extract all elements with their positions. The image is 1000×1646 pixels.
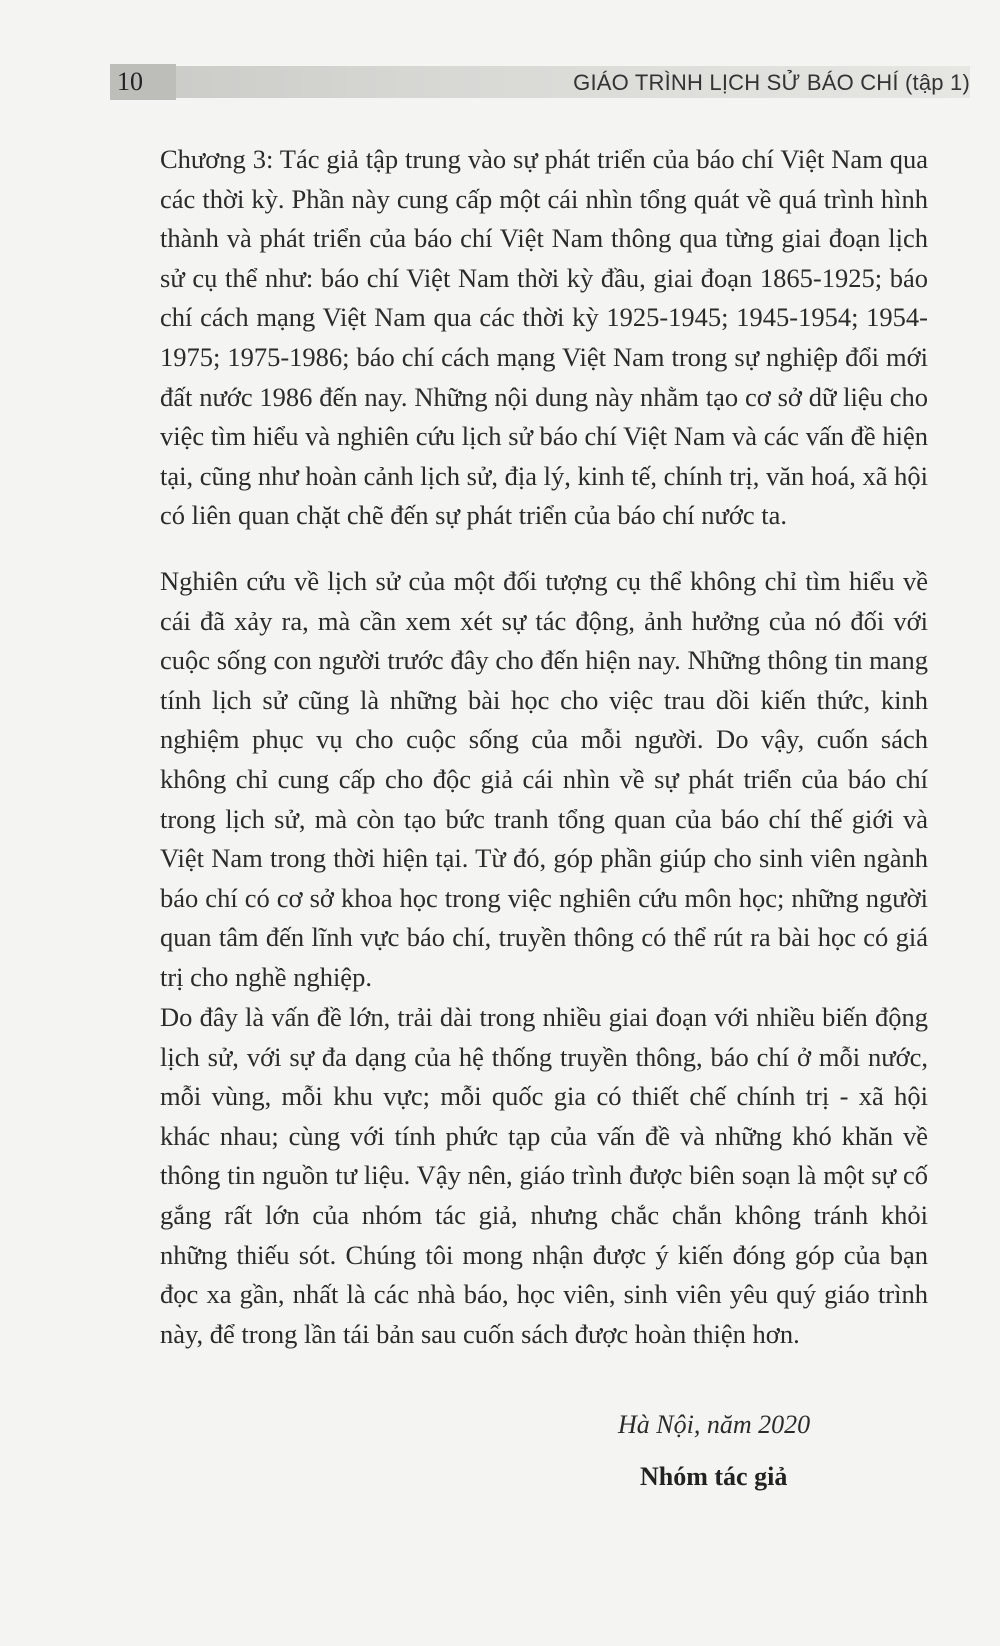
paragraph-2-text: Nghiên cứu về lịch sử của một đối tượng cụ thể không chỉ tìm hiểu về cái đã xảy ra, mà cần xem xét sự tác động, ảnh hưởng của nó đối với cuộc sống con người trước đây cho đến hiện nay. Những thông tin mang tính lịch sử cũng là những bài học cho việc trau dồi kiến thức, kinh nghiệm phục vụ cho cuộc sống của mỗi người. Do vậy, cuốn sách không chỉ cung cấp cho độc giả cái nhìn về sự phát triển của báo chí trong lịch sử, mà còn tạo bức tranh tổng quan của báo chí thế giới và Việt Nam trong thời hiện tại. Từ đó, góp phần giúp cho sinh viên ngành báo chí có cơ sở khoa học trong việc nghiên cứu môn học; những người quan tâm đến lĩnh vực báo chí, truyền thông có thể rút ra bài học có giá trị cho nghề nghiệp. xyxy=(160,566,928,992)
place-date: Hà Nội, năm 2020 xyxy=(618,1410,811,1439)
paragraph-3 xyxy=(160,998,928,1354)
page-number: 10 xyxy=(117,67,143,96)
paragraph-1 xyxy=(160,140,928,536)
running-head-title: GIÁO TRÌNH LỊCH SỬ BÁO CHÍ (tập 1) xyxy=(573,70,970,95)
paragraph-2 xyxy=(160,562,928,998)
signature: Nhóm tác giả xyxy=(640,1462,788,1491)
paragraph-1-text: Chương 3: Tác giả tập trung vào sự phát triển của báo chí Việt Nam qua các thời kỳ. Phần này cung cấp một cái nhìn tổng quát về quá trình hình thành và phát triển của báo chí Việt Nam thông qua từng giai đoạn lịch sử cụ thể như: báo chí Việt Nam thời kỳ đầu, giai đoạn 1865-1925; báo chí cách mạng Việt Nam qua các thời kỳ 1925-1945; 1945-1954; 1954-1975; 1975-1986; báo chí cách mạng Việt Nam trong sự nghiệp đổi mới đất nước 1986 đến nay. Những nội dung này nhằm tạo cơ sở dữ liệu cho việc tìm hiểu và nghiên cứu lịch sử báo chí Việt Nam và các vấn đề hiện tại, cũng như hoàn cảnh lịch sử, địa lý, kinh tế, chính trị, văn hoá, xã hội có liên quan chặt chẽ đến sự phát triển của báo chí nước ta. xyxy=(160,144,928,531)
paragraph-3-text: Do đây là vấn đề lớn, trải dài trong nhiều giai đoạn với nhiều biến động lịch sử, với sự đa dạng của hệ thống truyền thông, báo chí ở mỗi nước, mỗi vùng, mỗi khu vực; mỗi quốc gia có thiết chế chính trị - xã hội khác nhau; cùng với tính phức tạp của vấn đề và những khó khăn về thông tin nguồn tư liệu. Vậy nên, giáo trình được biên soạn là một sự cố gắng rất lớn của nhóm tác giả, nhưng chắc chắn không tránh khỏi những thiếu sót. Chúng tôi mong nhận được ý kiến đóng góp của bạn đọc xa gần, nhất là các nhà báo, học viên, sinh viên yêu quý giáo trình này, để trong lần tái bản sau cuốn sách được hoàn thiện hơn. xyxy=(160,1002,928,1349)
